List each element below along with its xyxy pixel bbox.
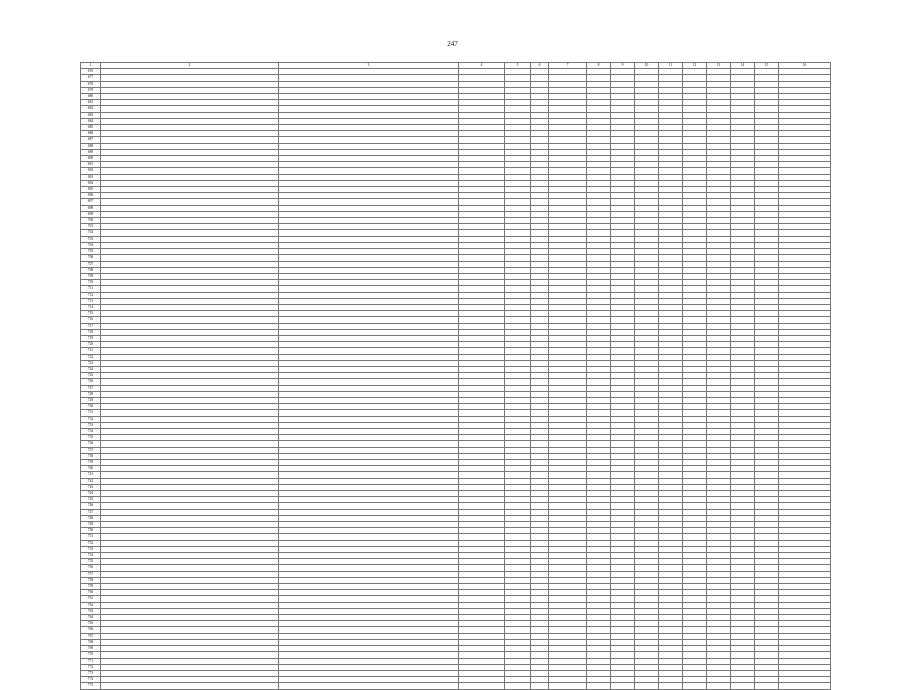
row-number-cell: 769 [81, 646, 101, 652]
row-number-cell: 760 [81, 590, 101, 596]
row-number-cell: 765 [81, 621, 101, 627]
row-number-cell: 759 [81, 584, 101, 590]
row-number-cell: 682 [81, 106, 101, 112]
row-number-cell: 764 [81, 615, 101, 621]
register-table [80, 62, 831, 690]
column-number-9: 9 [611, 63, 635, 69]
column-number-14: 14 [731, 63, 755, 69]
row-number-cell: 691 [81, 162, 101, 168]
row-number-cell: 728 [81, 391, 101, 397]
row-number-cell: 774 [81, 677, 101, 683]
row-number-cell: 750 [81, 528, 101, 534]
row-number-cell: 714 [81, 304, 101, 310]
row-number-cell: 738 [81, 453, 101, 459]
column-number-3: 3 [279, 63, 459, 69]
row-number-cell: 773 [81, 670, 101, 676]
column-number-7: 7 [549, 63, 587, 69]
row-number-cell: 733 [81, 422, 101, 428]
row-number-cell: 730 [81, 404, 101, 410]
row-number-cell: 686 [81, 131, 101, 137]
row-number-cell: 693 [81, 174, 101, 180]
column-number-11: 11 [659, 63, 683, 69]
column-number-2: 2 [101, 63, 279, 69]
row-number-cell: 721 [81, 348, 101, 354]
row-number-cell: 734 [81, 428, 101, 434]
row-number-cell: 729 [81, 397, 101, 403]
row-number-cell: 731 [81, 410, 101, 416]
row-number-cell: 684 [81, 118, 101, 124]
row-number-cell: 745 [81, 497, 101, 503]
row-number-cell: 696 [81, 193, 101, 199]
row-number-cell: 758 [81, 577, 101, 583]
row-number-cell: 685 [81, 125, 101, 131]
table-cell [549, 683, 587, 689]
row-number-cell: 772 [81, 664, 101, 670]
row-number-cell: 717 [81, 323, 101, 329]
row-number-cell: 702 [81, 230, 101, 236]
row-number-cell: 679 [81, 87, 101, 93]
row-number-cell: 754 [81, 553, 101, 559]
row-number-cell: 678 [81, 81, 101, 87]
row-number-cell: 695 [81, 187, 101, 193]
row-number-cell: 722 [81, 354, 101, 360]
row-number-cell: 680 [81, 94, 101, 100]
row-number-cell: 709 [81, 273, 101, 279]
row-number-cell: 700 [81, 218, 101, 224]
row-number-cell: 708 [81, 267, 101, 273]
row-number-cell: 742 [81, 478, 101, 484]
column-number-8: 8 [587, 63, 611, 69]
row-number-cell: 692 [81, 168, 101, 174]
row-number-cell: 727 [81, 385, 101, 391]
row-number-cell: 726 [81, 379, 101, 385]
row-number-cell: 689 [81, 149, 101, 155]
row-number-cell: 713 [81, 298, 101, 304]
row-number-cell: 711 [81, 286, 101, 292]
row-number-cell: 748 [81, 515, 101, 521]
row-number-cell: 710 [81, 280, 101, 286]
table-cell [683, 683, 707, 689]
row-number-cell: 703 [81, 236, 101, 242]
table-cell [611, 683, 635, 689]
table-cell [635, 683, 659, 689]
row-number-cell: 706 [81, 255, 101, 261]
row-number-cell: 749 [81, 522, 101, 528]
row-number-cell: 712 [81, 292, 101, 298]
row-number-cell: 677 [81, 75, 101, 81]
row-number-cell: 771 [81, 658, 101, 664]
table-cell [505, 683, 531, 689]
row-number-cell: 694 [81, 180, 101, 186]
table-row [81, 683, 831, 689]
row-number-cell: 683 [81, 112, 101, 118]
row-number-cell: 705 [81, 249, 101, 255]
row-number-cell: 747 [81, 509, 101, 515]
row-number-cell: 753 [81, 546, 101, 552]
column-number-16: 16 [779, 63, 831, 69]
row-number-cell: 751 [81, 534, 101, 540]
row-number-cell: 739 [81, 460, 101, 466]
row-number-cell: 725 [81, 373, 101, 379]
table-cell [707, 683, 731, 689]
row-number-cell: 762 [81, 602, 101, 608]
row-number-cell: 735 [81, 435, 101, 441]
table-cell [459, 683, 505, 689]
row-number-cell: 757 [81, 571, 101, 577]
column-number-4: 4 [459, 63, 505, 69]
table-cell [279, 683, 459, 689]
table-cell [731, 683, 755, 689]
row-number-cell: 681 [81, 100, 101, 106]
row-number-cell: 766 [81, 627, 101, 633]
row-number-cell: 718 [81, 329, 101, 335]
column-number-15: 15 [755, 63, 779, 69]
row-number-cell: 704 [81, 242, 101, 248]
table-cell [101, 683, 279, 689]
table-cell [659, 683, 683, 689]
row-number-cell: 715 [81, 311, 101, 317]
column-number-5: 5 [505, 63, 531, 69]
column-number-10: 10 [635, 63, 659, 69]
row-number-cell: 699 [81, 211, 101, 217]
row-number-cell: 690 [81, 156, 101, 162]
register-table-container [80, 62, 828, 690]
row-number-cell: 701 [81, 224, 101, 230]
row-number-cell: 698 [81, 205, 101, 211]
table-cell [755, 683, 779, 689]
table-cell [779, 683, 831, 689]
column-number-1: 1 [81, 63, 101, 69]
row-number-cell: 732 [81, 416, 101, 422]
row-number-cell: 768 [81, 639, 101, 645]
row-number-cell: 720 [81, 342, 101, 348]
row-number-cell: 756 [81, 565, 101, 571]
row-number-cell: 755 [81, 559, 101, 565]
row-number-cell: 743 [81, 484, 101, 490]
row-number-cell: 716 [81, 317, 101, 323]
table-cell [531, 683, 549, 689]
row-number-cell: 740 [81, 466, 101, 472]
row-number-cell: 707 [81, 261, 101, 267]
row-number-cell: 744 [81, 491, 101, 497]
table-body [81, 69, 831, 689]
row-number-cell: 697 [81, 199, 101, 205]
row-number-cell: 761 [81, 596, 101, 602]
row-number-cell: 719 [81, 335, 101, 341]
row-number-cell: 770 [81, 652, 101, 658]
column-number-13: 13 [707, 63, 731, 69]
row-number-cell: 763 [81, 608, 101, 614]
row-number-cell: 724 [81, 366, 101, 372]
column-number-6: 6 [531, 63, 549, 69]
row-number-cell: 746 [81, 503, 101, 509]
row-number-cell: 752 [81, 540, 101, 546]
row-number-cell: 688 [81, 143, 101, 149]
row-number-cell: 775 [81, 683, 101, 689]
row-number-cell: 687 [81, 137, 101, 143]
row-number-cell: 736 [81, 441, 101, 447]
row-number-cell: 676 [81, 69, 101, 75]
row-number-cell: 741 [81, 472, 101, 478]
row-number-cell: 767 [81, 633, 101, 639]
table-cell [587, 683, 611, 689]
page-number: 247 [447, 40, 458, 48]
column-number-12: 12 [683, 63, 707, 69]
row-number-cell: 737 [81, 447, 101, 453]
row-number-cell: 723 [81, 360, 101, 366]
